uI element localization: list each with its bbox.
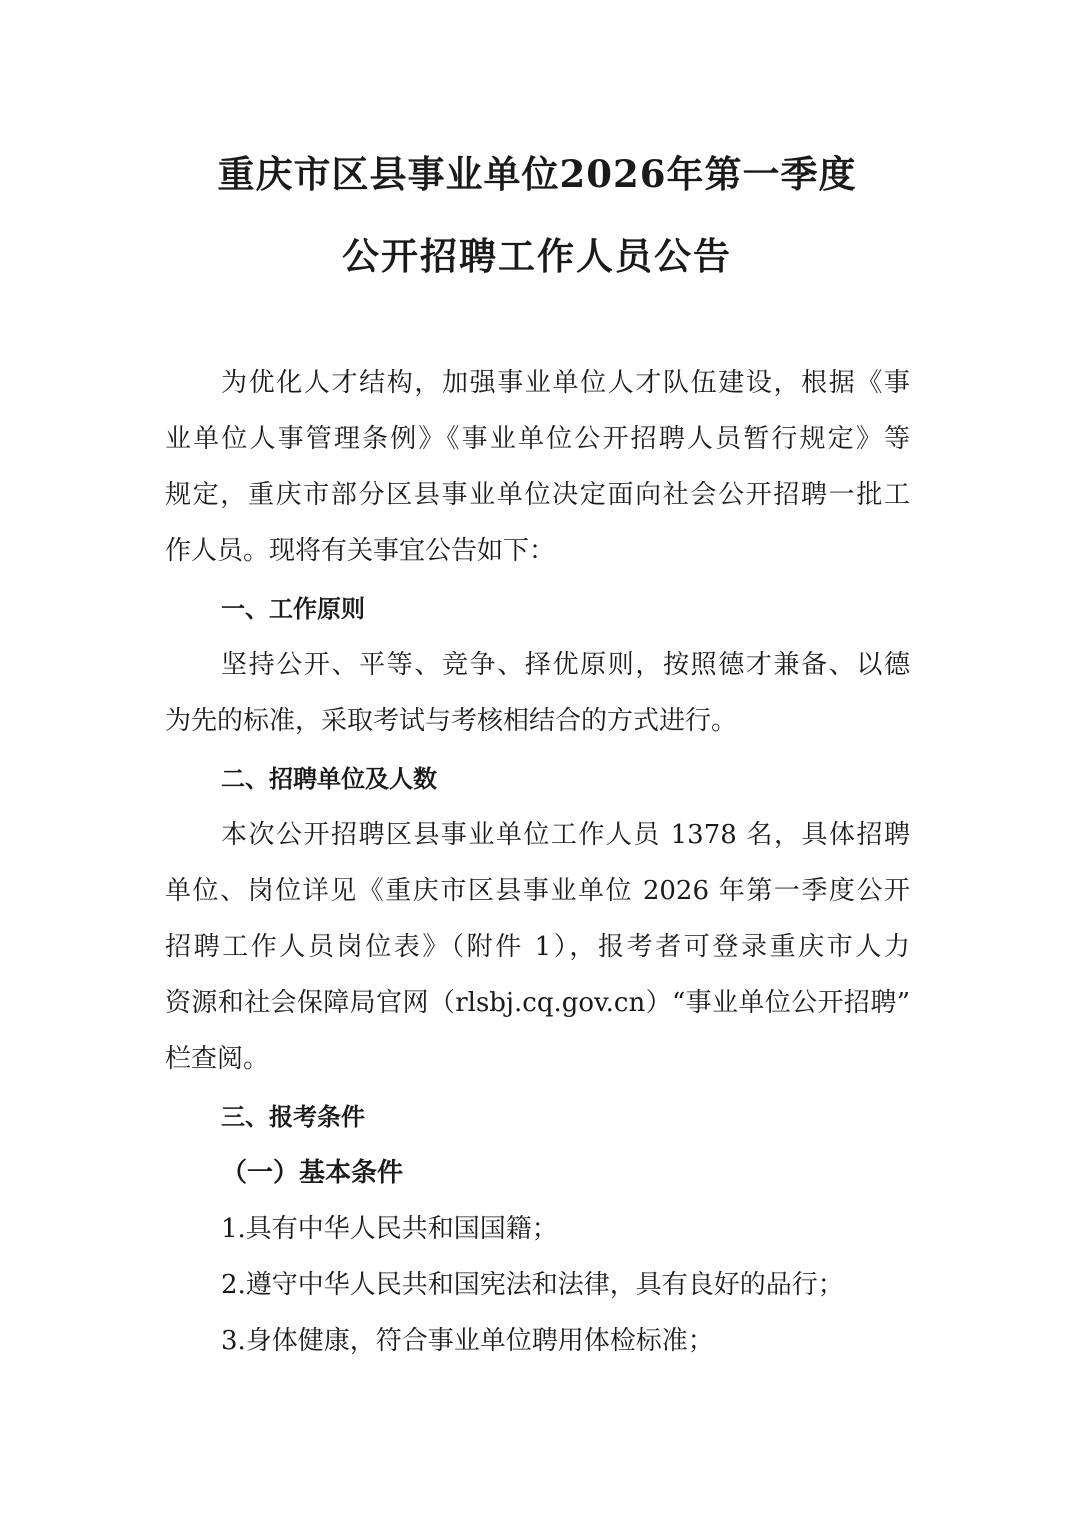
principles-line-2: 为先的标准，采取考试与考核相结合的方式进行。: [165, 706, 738, 736]
intro-line-4: 作人员。现将有关事宜公告如下：: [165, 536, 556, 566]
intro-line-2: 业单位人事管理条例》《事业单位公开招聘人员暂行规定》等: [165, 424, 910, 454]
units-line-5: 栏查阅。: [165, 1044, 270, 1074]
section-heading-principles: 一、工作原则: [221, 595, 365, 623]
section-heading-units: 二、招聘单位及人数: [221, 765, 437, 793]
intro-line-3: 规定，重庆市部分区县事业单位决定面向社会公开招聘一批工: [165, 480, 910, 510]
document-title-line-1: 重庆市区县事业单位2026年第一季度: [217, 152, 857, 196]
units-line-2: 单位、岗位详见《重庆市区县事业单位 2026 年第一季度公开: [165, 876, 910, 906]
document-title-line-2: 公开招聘工作人员公告: [342, 234, 732, 278]
units-line-1: 本次公开招聘区县事业单位工作人员 1378 名，具体招聘: [221, 820, 910, 850]
subsection-heading-basic: （一）基本条件: [221, 1158, 404, 1188]
intro-line-1: 为优化人才结构，加强事业单位人才队伍建设，根据《事: [221, 368, 910, 398]
units-line-4: 资源和社会保障局官网（rlsbj.cq.gov.cn）“事业单位公开招聘”: [165, 988, 910, 1018]
units-line-3: 招聘工作人员岗位表》（附件 1），报考者可登录重庆市人力: [165, 932, 910, 962]
requirement-item-1: 1.具有中华人民共和国国籍；: [221, 1214, 558, 1244]
requirement-item-3: 3.身体健康，符合事业单位聘用体检标准；: [221, 1326, 714, 1356]
section-heading-requirements: 三、报考条件: [221, 1103, 365, 1131]
requirement-item-2: 2.遵守中华人民共和国宪法和法律，具有良好的品行；: [221, 1270, 844, 1300]
principles-line-1: 坚持公开、平等、竞争、择优原则，按照德才兼备、以德: [221, 650, 910, 680]
